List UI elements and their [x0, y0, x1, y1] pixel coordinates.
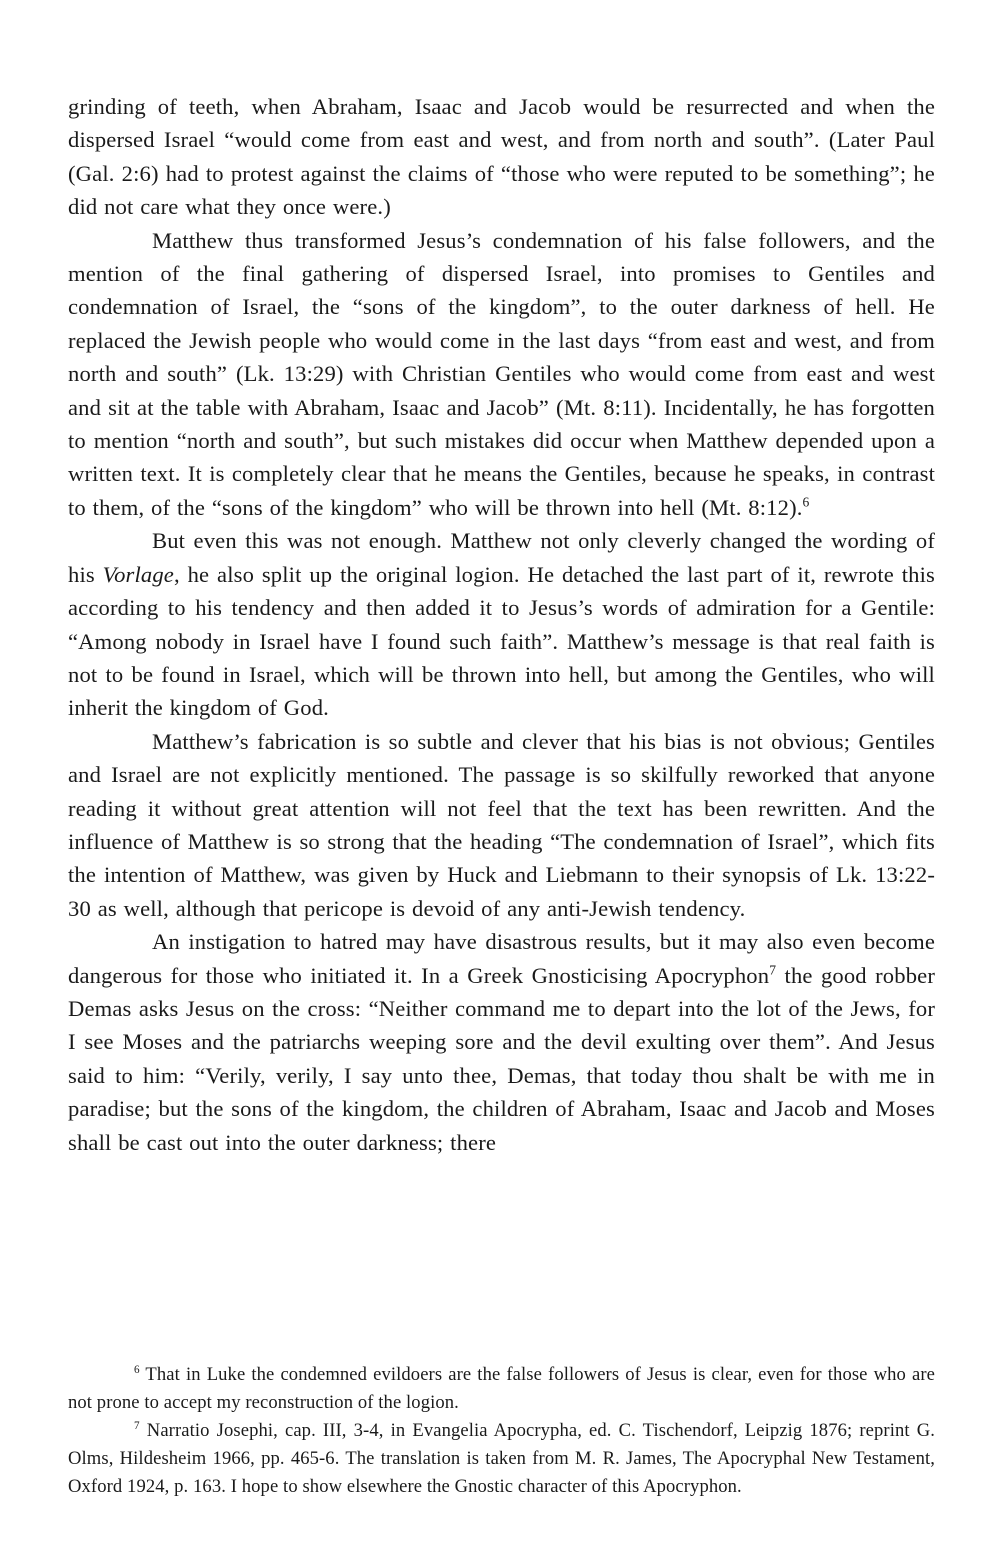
- paragraph-4: [68, 725, 935, 925]
- paragraph-5: [68, 925, 935, 1159]
- text-run: An instigation to hatred may have disastrous results, but it may also even become dangerous for those who initiated it. In a Greek Gnosticising Apocryphon: [68, 929, 935, 988]
- footnote-text: Narratio Josephi, cap. III, 3-4, in Evangelia Apocrypha, ed. C. Tischendorf, Leipzig 1876; reprint G. Olms, Hildesheim 1966, pp. 465-6. The translation is taken from M. R. James, The Apocryphal New Testament, Oxford 1924, p. 163. I hope to show elsewhere the Gnostic character of this Apocryphon.: [68, 1420, 935, 1497]
- footnote-number: 6: [134, 1363, 140, 1376]
- paragraph-2: [68, 224, 935, 525]
- text-run: the good robber Demas asks Jesus on the cross: “Neither command me to depart into the lot of the Jews, for I see Moses and the patriarchs weeping sore and the devil exulting over them”. And Jesus said to him: “Verily, verily, I say unto thee, Demas, that today thou shalt be with me in paradise; but the sons of the kingdom, the children of Abraham, Isaac and Jacob and Moses shall be cast out into the outer darkness; there: [68, 962, 935, 1155]
- text-run: But even this was not enough. Matthew not only cleverly changed the wording of his: [68, 528, 935, 587]
- footnote-number: 7: [134, 1419, 140, 1432]
- paragraph-3: [68, 524, 935, 724]
- text-run: , he also split up the original logion. He detached the last part of it, rewrote this according to his tendency and then added it to Jesus’s words of admiration for a Gentile: “Among nobody in Israel have I found such faith”. Matthew’s message is that real faith is not to be found in Israel, which will be thrown into hell, but among the Gentiles, who will inherit the kingdom of God.: [68, 561, 935, 721]
- footnote-6: [68, 1361, 935, 1417]
- footnotes: [68, 1361, 935, 1501]
- page-body: [68, 90, 935, 1159]
- text-run: grinding of teeth, when Abraham, Isaac and Jacob would be resurrected and when the dispersed Israel “would come from east and west, and from north and south”. (Later Paul (Gal. 2:6) had to protest against the claims of “those who were reputed to be something”; he did not care what they once were.): [68, 94, 935, 220]
- paragraph-1: [68, 90, 935, 224]
- footnote-reference: 6: [802, 494, 810, 510]
- text-run: Matthew’s fabrication is so subtle and clever that his bias is not obvious; Gentiles and Israel are not explicitly mentioned. The passage is so skilfully reworked that anyone reading it without great attention will not feel that the text has been rewritten. And the influence of Matthew is so strong that the heading “The condemnation of Israel”, which fits the intention of Matthew, was given by Huck and Liebmann to their synopsis of Lk. 13:22-30 as well, although that pericope is devoid of any anti-Jewish tendency.: [68, 728, 935, 921]
- footnote-7: [68, 1417, 935, 1501]
- text-run: Matthew thus transformed Jesus’s condemnation of his false followers, and the mention of the final gathering of dispersed Israel, into promises to Gentiles and condemnation of Israel, the “sons of the kingdom”, to the outer darkness of hell. He replaced the Jewish people who would come in the last days “from east and west, and from north and south” (Lk. 13:29) with Christian Gentiles who would come from east and west and sit at the table with Abraham, Isaac and Jacob” (Mt. 8:11). Incidentally, he has forgotten to mention “north and south”, but such mistakes did occur when Matthew depended upon a written text. It is completely clear that he means the Gentiles, because he speaks, in contrast to them, of the “sons of the kingdom” who will be thrown into hell (Mt. 8:12).: [68, 227, 935, 520]
- footnote-reference: 7: [769, 962, 777, 978]
- footnote-text: That in Luke the condemned evildoers are the false followers of Jesus is clear, even for those who are not prone to accept my reconstruction of the logion.: [68, 1364, 935, 1413]
- body-text: [68, 90, 935, 1159]
- italic-term: Vorlage: [102, 561, 174, 587]
